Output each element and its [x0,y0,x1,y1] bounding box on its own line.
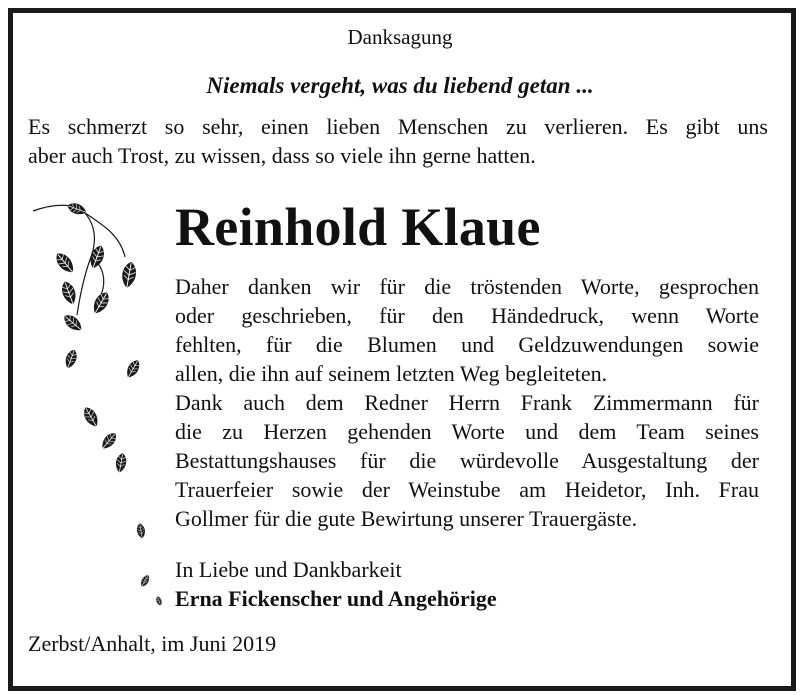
thanks-text [175,272,759,533]
falling-leaves-icon [25,195,175,615]
closing-line: In Liebe und Dankbarkeit [175,557,402,582]
thanks-line: Gollmer für die gute Bewirtung unserer Trauergäste. [175,506,638,531]
thanks-line: Dank auch dem Redner Herrn Frank Zimmermann für [175,390,759,415]
thanks-line: Daher danken wir für die tröstenden Worte, gesprochen [175,274,759,299]
deceased-name: Reinhold Klaue [175,197,541,257]
thanks-line: Bestattungshauses für die würdevolle Ausgestaltung der [175,448,759,473]
thanks-line: Trauerfeier sowie der Weinstube am Heidetor, Inh. Frau [175,477,759,502]
intro-line: aber auch Trost, zu wissen, dass so viele ihn gerne hatten. [28,143,536,168]
signers: Erna Fickenscher und Angehörige [175,586,497,611]
thanks-line: fehlten, für die Blumen und Geldzuwendungen sowie [175,332,759,357]
notice-heading: Danksagung [347,25,453,49]
thanks-line: oder geschrieben, für den Händedruck, wenn Worte [175,303,759,328]
thanks-line: die zu Herzen gehenden Worte und dem Team seines [175,419,759,444]
thanks-line: allen, die ihn auf seinem letzten Weg begleiteten. [175,361,608,386]
place-date: Zerbst/Anhalt, im Juni 2019 [28,631,277,656]
intro-line: Es schmerzt so sehr, einen lieben Menschen zu verlieren. Es gibt uns [28,114,768,139]
intro-text [28,112,768,170]
notice-motto: Niemals vergeht, was du liebend getan ... [206,73,594,98]
